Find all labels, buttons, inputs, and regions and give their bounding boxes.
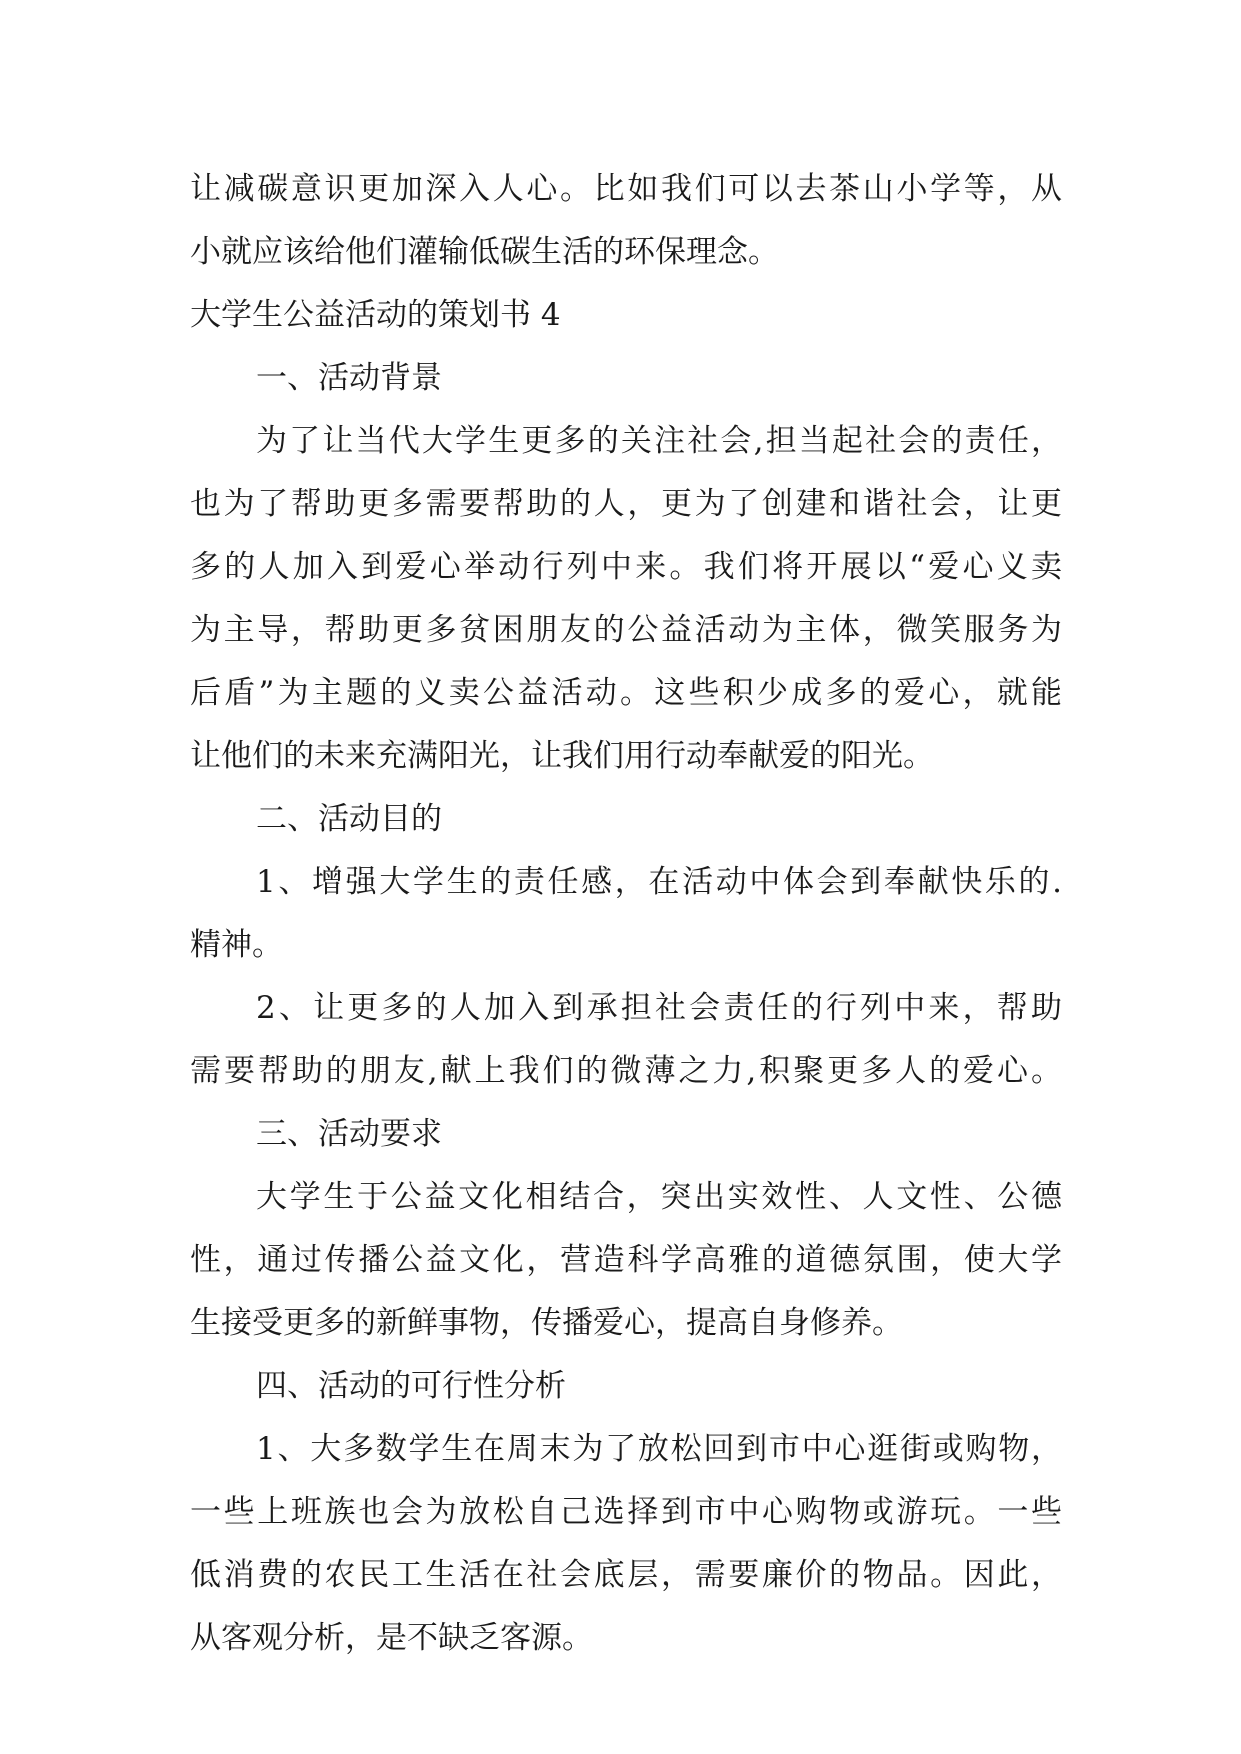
- paragraph-line: 低消费的农民工生活在社会底层，需要廉价的物品。因此，: [190, 1557, 1062, 1593]
- paragraph-line: 需要帮助的朋友,献上我们的微薄之力,积聚更多人的爱心。: [190, 1053, 1062, 1089]
- paragraph-line: 大学生于公益文化相结合，突出实效性、人文性、公德: [256, 1179, 1062, 1215]
- paragraph-line: 让他们的未来充满阳光，让我们用行动奉献爱的阳光。: [190, 738, 934, 774]
- paragraph-line: 2、让更多的人加入到承担社会责任的行列中来，帮助: [256, 990, 1062, 1026]
- paragraph-line: 让减碳意识更加深入人心。比如我们可以去茶山小学等，从: [190, 171, 1062, 207]
- paragraph-line: 1、大多数学生在周末为了放松回到市中心逛街或购物，: [256, 1431, 1062, 1467]
- section-heading: 二、活动目的: [256, 801, 442, 837]
- paragraph-line: 为主导，帮助更多贫困朋友的公益活动为主体，微笑服务为: [190, 612, 1062, 648]
- section-heading: 三、活动要求: [256, 1116, 442, 1152]
- paragraph-line: 从客观分析，是不缺乏客源。: [190, 1620, 593, 1656]
- paragraph-line: 为了让当代大学生更多的关注社会,担当起社会的责任，: [256, 423, 1062, 459]
- section-heading: 四、活动的可行性分析: [256, 1368, 566, 1404]
- paragraph-line: 一些上班族也会为放松自己选择到市中心购物或游玩。一些: [190, 1494, 1062, 1530]
- paragraph-line: 生接受更多的新鲜事物，传播爱心，提高自身修养。: [190, 1305, 903, 1341]
- document-body: [190, 158, 1062, 1670]
- paragraph-line: 1、增强大学生的责任感，在活动中体会到奉献快乐的.: [256, 864, 1062, 900]
- paragraph-line: 小就应该给他们灌输低碳生活的环保理念。: [190, 234, 779, 270]
- paragraph-line: 性，通过传播公益文化，营造科学高雅的道德氛围，使大学: [190, 1242, 1062, 1278]
- section-heading: 一、活动背景: [256, 360, 442, 396]
- section-title: 大学生公益活动的策划书 4: [190, 297, 561, 333]
- paragraph-line: 也为了帮助更多需要帮助的人，更为了创建和谐社会，让更: [190, 486, 1062, 522]
- paragraph-line: 精神。: [190, 927, 283, 963]
- paragraph-line: 多的人加入到爱心举动行列中来。我们将开展以“爱心义卖: [190, 549, 1062, 585]
- paragraph-line: 后盾”为主题的义卖公益活动。这些积少成多的爱心，就能: [190, 675, 1062, 711]
